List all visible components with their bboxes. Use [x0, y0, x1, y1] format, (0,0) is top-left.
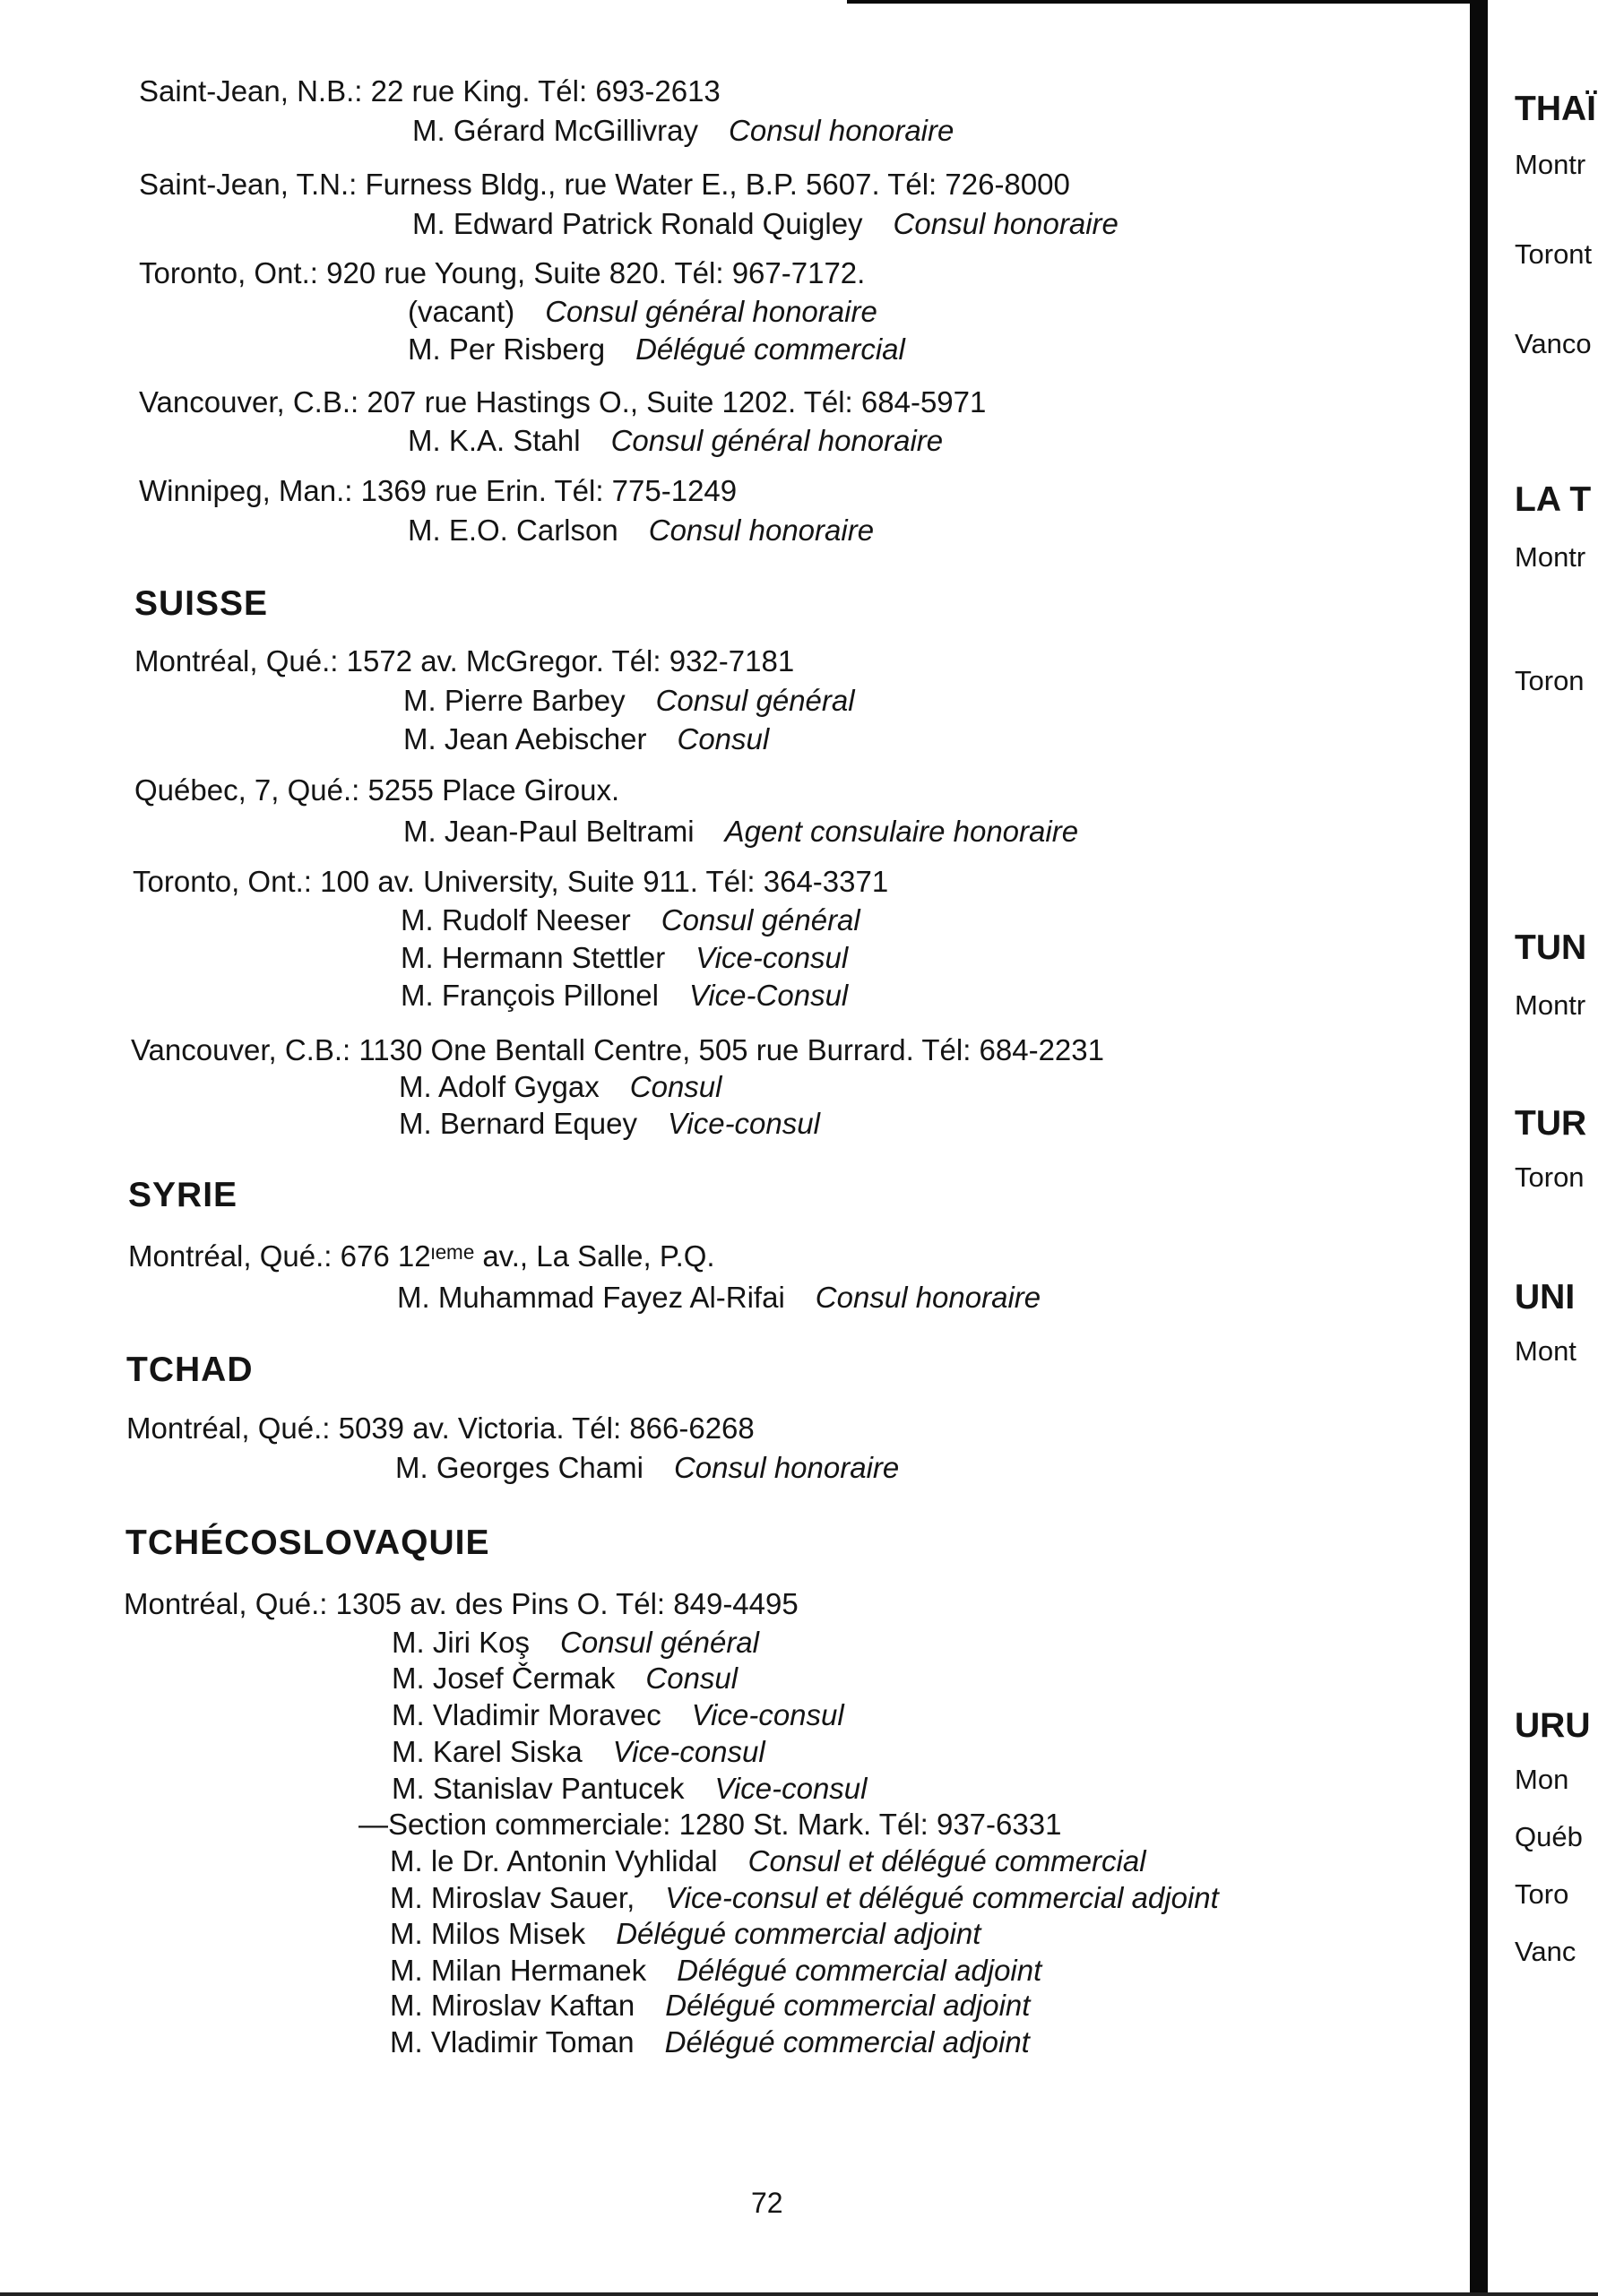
consul-entry — [399, 1069, 722, 1105]
consul-name: M. Gérard McGillivray — [412, 114, 699, 147]
address-line: Vancouver, C.B.: 207 rue Hastings O., Suite 1202. Tél: 684-5971 — [139, 385, 987, 419]
address-line: Toronto, Ont.: 100 av. University, Suite 911. Tél: 364-3371 — [133, 865, 889, 898]
page-top-rule — [847, 0, 1474, 4]
consul-entry — [390, 1880, 1219, 1916]
right-page-line: Toron — [1515, 665, 1585, 696]
consul-name: M. Bernard Equey — [399, 1107, 637, 1140]
consul-role: Délégué commercial — [635, 332, 905, 366]
address-line: Toronto, Ont.: 920 rue Young, Suite 820. Tél: 967-7172. — [139, 256, 866, 289]
consul-role: Consul honoraire — [893, 207, 1119, 240]
consul-entry — [412, 206, 1119, 242]
consul-role: Consul honoraire — [729, 114, 954, 147]
consul-entry — [401, 978, 848, 1014]
consul-role: Consul honoraire — [648, 514, 875, 547]
right-page-heading: UNI — [1515, 1278, 1576, 1316]
consul-entry — [390, 1916, 980, 1952]
consul-role: Vice-consul — [695, 941, 849, 974]
consul-entry — [390, 1953, 1041, 1989]
consul-role: Délégué commercial adjoint — [664, 2025, 1030, 2059]
address-line: Montréal, Qué.: 676 12ᶦᵉᵐᵉ av., La Salle, P.Q. — [128, 1239, 715, 1273]
right-page-line: Toron — [1515, 1161, 1585, 1193]
right-page-heading: TUN — [1515, 928, 1587, 967]
consul-entry — [408, 423, 943, 459]
consul-name: M. Milan Hermanek — [390, 1954, 647, 1987]
country-heading: TCHAD — [126, 1351, 254, 1389]
consul-entry — [397, 1280, 1041, 1316]
country-heading: SUISSE — [134, 584, 269, 623]
consul-name: M. François Pillonel — [401, 979, 659, 1012]
right-page-line: Québ — [1515, 1821, 1583, 1852]
consul-name: M. Josef Čermak — [392, 1662, 616, 1695]
consul-name: M. Stanislav Pantucek — [392, 1772, 685, 1805]
consul-name: M. Vladimir Moravec — [392, 1698, 661, 1731]
consul-entry — [399, 1106, 820, 1142]
address-line: Saint-Jean, N.B.: 22 rue King. Tél: 693-2613 — [139, 74, 721, 108]
address-line: Montréal, Qué.: 5039 av. Victoria. Tél: 866-6268 — [126, 1411, 755, 1445]
consul-entry — [412, 113, 954, 149]
consul-entry — [390, 2024, 1030, 2060]
consul-role: Vice-consul — [691, 1698, 844, 1731]
address-line: Vancouver, C.B.: 1130 One Bentall Centre, 505 rue Burrard. Tél: 684-2231 — [131, 1033, 1104, 1066]
address-line: Montréal, Qué.: 1305 av. des Pins O. Tél: 849-4495 — [124, 1587, 799, 1620]
consul-role: Consul — [629, 1070, 722, 1103]
country-heading: TCHÉCOSLOVAQUIE — [125, 1523, 490, 1562]
consul-role: Consul honoraire — [815, 1281, 1041, 1314]
consul-role: Consul et délégué commercial — [747, 1844, 1146, 1877]
consul-role: Vice-consul — [612, 1735, 765, 1768]
consul-role: Consul — [677, 722, 770, 755]
consul-role: Consul général — [661, 903, 860, 937]
consul-entry — [408, 294, 877, 330]
consul-name: M. Muhammad Fayez Al-Rifai — [397, 1281, 785, 1314]
right-page-line: Vanc — [1515, 1936, 1576, 1967]
consul-entry — [392, 1734, 765, 1770]
consul-name: M. Hermann Stettler — [401, 941, 666, 974]
consul-entry — [390, 1843, 1146, 1879]
right-page-heading: LA T — [1515, 480, 1592, 519]
consul-name: M. Vladimir Toman — [390, 2025, 635, 2059]
consul-name: M. Pierre Barbey — [403, 684, 626, 717]
consul-role: Consul honoraire — [673, 1451, 900, 1484]
address-line: —Section commerciale: 1280 St. Mark. Tél: 937-6331 — [358, 1808, 1062, 1841]
page-bottom-rule — [0, 2292, 1598, 2296]
consul-name: M. Jean Aebischer — [403, 722, 647, 755]
consul-name: M. Per Risberg — [408, 332, 606, 366]
right-page-line: Toro — [1515, 1878, 1569, 1910]
consul-role: Agent consulaire honoraire — [724, 815, 1079, 848]
consul-role: Vice-consul et délégué commercial adjoint — [665, 1881, 1219, 1914]
consul-name: M. Adolf Gygax — [399, 1070, 600, 1103]
consul-entry — [403, 721, 769, 757]
consul-entry — [408, 513, 874, 548]
consul-role: Consul — [645, 1662, 739, 1695]
consul-name: (vacant) — [408, 295, 515, 328]
consul-role: Consul général — [655, 684, 855, 717]
right-page-line: Montr — [1515, 989, 1586, 1021]
consul-role: Délégué commercial adjoint — [616, 1917, 981, 1950]
address-line: Saint-Jean, T.N.: Furness Bldg., rue Water E., B.P. 5607. Tél: 726-8000 — [139, 168, 1070, 201]
right-page-heading: URU — [1515, 1706, 1591, 1745]
consul-name: M. K.A. Stahl — [408, 424, 581, 457]
address-line: Montréal, Qué.: 1572 av. McGregor. Tél: 932-7181 — [134, 644, 795, 678]
right-page-line: Montr — [1515, 149, 1586, 180]
address-line: Winnipeg, Man.: 1369 rue Erin. Tél: 775-1249 — [139, 474, 738, 507]
consul-entry — [395, 1450, 899, 1486]
address-line: Québec, 7, Qué.: 5255 Place Giroux. — [134, 773, 620, 807]
consul-name: M. E.O. Carlson — [408, 514, 618, 547]
consul-entry — [401, 940, 848, 976]
consul-name: M. Miroslav Sauer, — [390, 1881, 635, 1914]
consul-name: M. Jean-Paul Beltrami — [403, 815, 695, 848]
consul-entry — [392, 1697, 844, 1733]
consul-name: M. Rudolf Neeser — [401, 903, 631, 937]
consul-role: Vice-consul — [714, 1772, 868, 1805]
page-number: 72 — [751, 2187, 783, 2219]
consul-name: M. Karel Siska — [392, 1735, 583, 1768]
consul-name: M. Jiri Koş — [392, 1626, 531, 1659]
consul-entry — [392, 1625, 759, 1661]
consul-name: M. Edward Patrick Ronald Quigley — [412, 207, 863, 240]
right-page-line: Mon — [1515, 1764, 1569, 1795]
consul-role: Consul général honoraire — [610, 424, 944, 457]
consul-name: M. le Dr. Antonin Vyhlidal — [390, 1844, 718, 1877]
right-page-line: Montr — [1515, 541, 1586, 573]
consul-role: Consul général — [560, 1626, 759, 1659]
consul-role: Consul général honoraire — [545, 295, 877, 328]
consul-name: M. Georges Chami — [395, 1451, 644, 1484]
consul-name: M. Miroslav Kaftan — [390, 1989, 635, 2022]
consul-entry — [408, 332, 905, 367]
consul-entry — [403, 683, 855, 719]
consul-role: Délégué commercial adjoint — [665, 1989, 1031, 2022]
right-page-heading: THAÏ — [1515, 90, 1596, 128]
right-page-fragment — [1488, 0, 1598, 2296]
right-page-line: Toront — [1515, 238, 1593, 270]
right-page-line: Vanco — [1515, 328, 1592, 359]
right-page-heading: TUR — [1515, 1104, 1587, 1143]
country-heading: SYRIE — [128, 1176, 238, 1214]
consul-entry — [401, 902, 860, 938]
consul-entry — [392, 1771, 867, 1807]
consul-role: Vice-Consul — [688, 979, 849, 1012]
consul-role: Vice-consul — [667, 1107, 820, 1140]
consul-entry — [403, 814, 1078, 850]
consul-entry — [392, 1661, 738, 1696]
book-gutter — [1470, 0, 1488, 2296]
consul-name: M. Milos Misek — [390, 1917, 586, 1950]
consul-role: Délégué commercial adjoint — [677, 1954, 1042, 1987]
right-page-line: Mont — [1515, 1335, 1576, 1367]
consul-entry — [390, 1988, 1030, 2024]
